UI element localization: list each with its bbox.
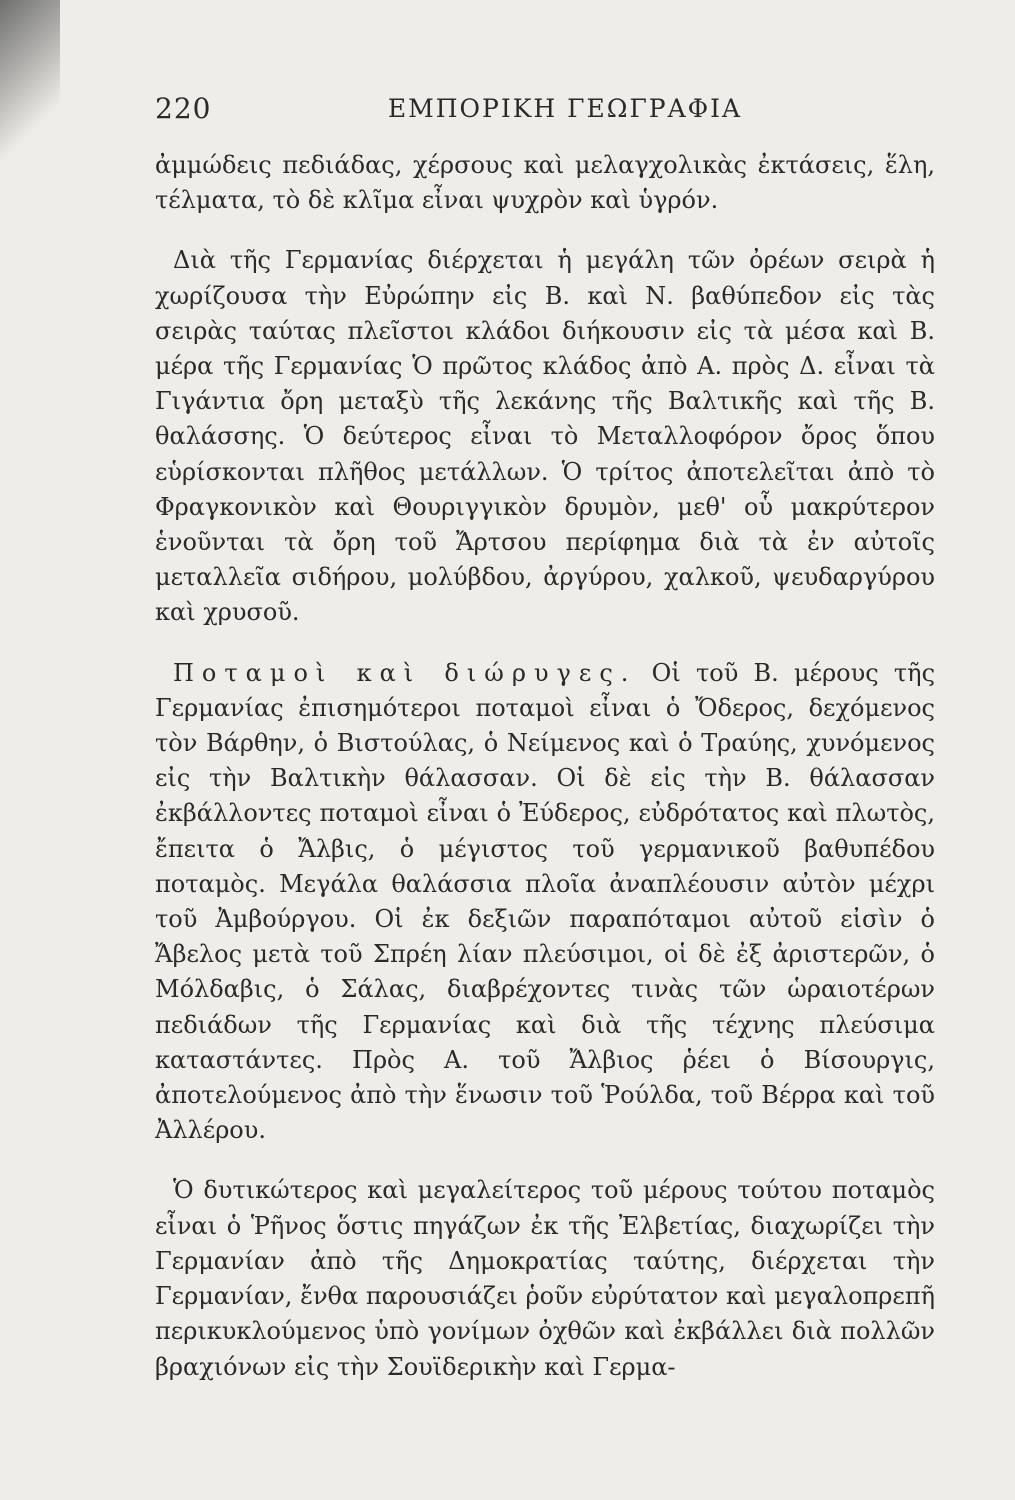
paragraph-1: ἀμμώδεις πεδιάδας, χέρσους καὶ μελαγχολικὰς ἐκτάσεις, ἕλη, τέλματα, τὸ δὲ κλῖμα εἶναι ψυχρὸν καὶ ὑγρόν.	[155, 151, 935, 215]
body-text	[155, 148, 935, 1385]
page-header	[155, 92, 935, 132]
paragraph-4: Ὁ δυτικώτερος καὶ μεγαλείτερος τοῦ μέρους τούτου ποταμὸς εἶναι ὁ Ῥῆνος ὅστις πηγάζων ἐκ τῆς Ἐλβετίας, διαχωρίζει τὴν Γερμανίαν ἀπὸ τῆς Δημοκρατίας ταύτης, διέρχεται τὴν Γερμανίαν, ἔνθα παρουσιάζει ῥοῦν εὐρύτατον καὶ μεγαλοπρεπῆ περικυκλούμενος ὑπὸ γονίμων ὀχθῶν καὶ ἐκβάλλει διὰ πολλῶν βραχιόνων εἰς τὴν Σουϊδερικὴν καὶ Γερμα-	[155, 1176, 935, 1381]
paragraph-3-text: Οἱ τοῦ Β. μέρους τῆς Γερμανίας ἐπισημότεροι ποταμοὶ εἶναι ὁ Ὄδερος, δεχόμενος τὸν Βάρθην, ὁ Βιστούλας, ὁ Νείμενος καὶ ὁ Τραύης, χυνόμενος εἰς τὴν Βαλτικὴν θάλασσαν. Οἱ δὲ εἰς τὴν Β. θάλασσαν ἐκβάλλοντες ποταμοὶ εἶναι ὁ Ἐύδερος, εὐδρότατος καὶ πλωτὸς, ἔπειτα ὁ Ἄλβις, ὁ μέγιστος τοῦ γερμανικοῦ βαθυπέδου ποταμὸς. Μεγάλα θαλάσσια πλοῖα ἀναπλέουσιν αὐτὸν μέχρι τοῦ Ἀμβούργου. Οἱ ἐκ δεξιῶν παραπόταμοι αὐτοῦ εἰσὶν ὁ Ἄβελος μετὰ τοῦ Σπρέη λίαν πλεύσιμοι, οἱ δὲ ἐξ ἀριστερῶν, ὁ Μόλδαβις, ὁ Σάλας, διαβρέχοντες τινὰς τῶν ὡραιοτέρων πεδιάδων τῆς Γερμανίας καὶ διὰ τῆς τέχνης πλεύσιμα καταστάντες. Πρὸς Α. τοῦ Ἄλβιος ῥέει ὁ Βίσουργις, ἀποτελούμενος ἀπὸ τὴν ἕνωσιν τοῦ Ῥούλδα, τοῦ Βέρρα καὶ τοῦ Ἀλλέρου.	[155, 658, 936, 1145]
running-title: ΕΜΠΟΡΙΚΗ ΓΕΩΓΡΑΦΙΑ	[387, 94, 743, 123]
page-corner-shadow	[0, 0, 60, 160]
paragraph-2: Διὰ τῆς Γερμανίας διέρχεται ἡ μεγάλη τῶν ὀρέων σειρὰ ἡ χωρίζουσα τὴν Εὐρώπην εἰς Β. καὶ Ν. βαθύπεδον εἰς τὰς σειρὰς ταύτας πλεῖστοι κλάδοι διήκουσιν εἰς τὰ μέσα καὶ Β. μέρα τῆς Γερμανίας Ὁ πρῶτος κλάδος ἀπὸ Α. πρὸς Δ. εἶναι τὰ Γιγάντια ὄρη μεταξὺ τῆς λεκάνης τῆς Βαλτικῆς καὶ τῆς Β. θαλάσσης. Ὁ δεύτερος εἶναι τὸ Μεταλλοφόρον ὄρος ὅπου εὑρίσκονται πλῆθος μετάλλων. Ὁ τρίτος ἀποτελεῖται ἀπὸ τὸ Φραγκονικὸν καὶ Θουριγγικὸν δρυμὸν, μεθ' οὗ μακρύτερον ἑνοῦνται τὰ ὄρη τοῦ Ἄρτσου περίφημα διὰ τὰ ἐν αὐτοῖς μεταλλεῖα σιδήρου, μολύβδου, ἀργύρου, χαλκοῦ, ψευδαργύρου καὶ χρυσοῦ.	[155, 246, 935, 627]
section-heading-rivers: Ποταμοὶ καὶ διώρυγες.	[173, 658, 637, 687]
page-number: 220	[155, 92, 212, 125]
paragraph-3	[155, 656, 935, 1149]
